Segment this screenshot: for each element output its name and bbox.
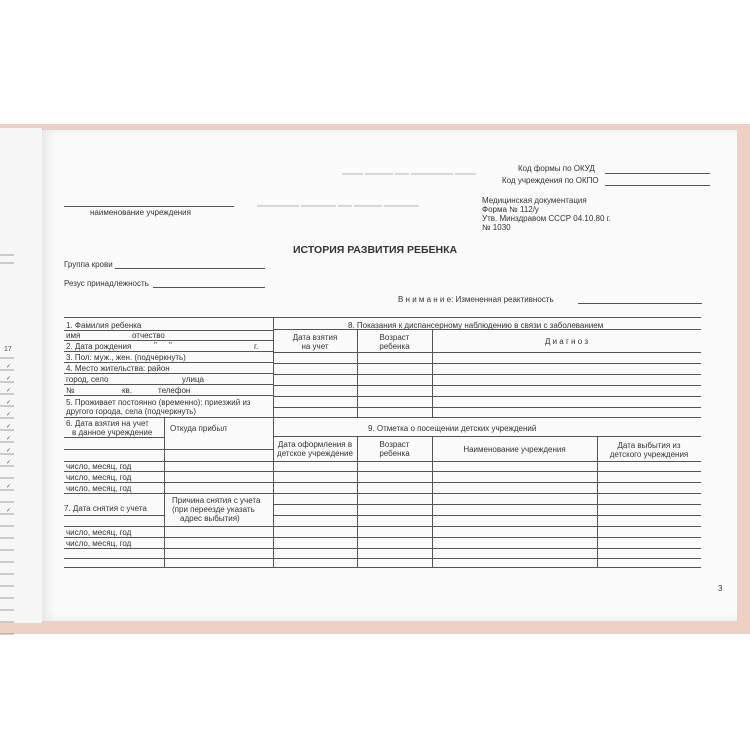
row-line (64, 437, 164, 438)
date-label: число, месяц, год (66, 528, 132, 537)
s9-leave-header-1: Дата выбытия из (617, 441, 681, 450)
s9-registration-header-2: детское учреждение (277, 449, 353, 458)
date-label: число, месяц, год (66, 473, 132, 482)
row-line (273, 461, 701, 462)
left-page (0, 128, 43, 623)
svg-text:✓: ✓ (6, 448, 12, 454)
row-line (273, 482, 701, 483)
row-line (64, 526, 273, 527)
date-label: число, месяц, год (66, 462, 132, 471)
reason-label-3: адрес выбытия) (180, 514, 240, 523)
s9-name-header: Наименование учреждения (463, 445, 566, 454)
row-line (273, 526, 701, 527)
s8-date-header-1: Дата взятия (292, 333, 338, 342)
doc-line-1: Медицинская документация (482, 196, 587, 205)
row-line (273, 548, 701, 549)
phone-label: телефон (158, 386, 191, 395)
came-from-label: Откуда прибыл (170, 424, 227, 433)
form-page (42, 130, 737, 621)
svg-text:✓: ✓ (6, 412, 12, 418)
row-line (64, 384, 273, 385)
s9-age-header-1: Возраст (379, 440, 410, 449)
s8-date-header-2: на учет (301, 342, 329, 351)
bleed-through-decoration: ▬▬▬ ▬▬▬▬ ▬▬ ▬▬▬▬▬▬ ▬▬▬ (342, 170, 476, 177)
city-label: город, село (66, 375, 109, 384)
reason-label-1: Причина снятия с учета (172, 496, 261, 505)
section-8-title: 8. Показания к диспансерному наблюдению в связи с заболеванием (348, 321, 604, 330)
residence-label: 4. Место жительства: район (66, 364, 170, 373)
registration-label-1: 6. Дата взятия на учет (66, 419, 149, 428)
svg-text:✓: ✓ (6, 376, 12, 382)
permanent-label-2: другого города, села (подчеркнуть) (66, 407, 197, 416)
bleed-through-decoration: ▬▬▬▬▬▬ ▬▬▬▬▬ ▬▬ ▬▬▬▬ ▬▬▬▬▬ (257, 202, 419, 209)
reason-label-2: (при переезде указать (172, 505, 255, 514)
row-line (273, 515, 701, 516)
surname-label: 1. Фамилия ребенка (66, 321, 142, 330)
table-bottom-border (64, 567, 701, 568)
date-label: число, месяц, год (66, 484, 132, 493)
okpo-label: Код учреждения по ОКПО (502, 176, 599, 185)
date-label: число, месяц, год (66, 539, 132, 548)
quote-close: " (169, 341, 172, 350)
deregistration-label: 7. Дата снятия с учета (64, 504, 147, 513)
svg-text:✓: ✓ (6, 424, 12, 430)
row-line (273, 385, 701, 386)
row-line (64, 395, 273, 396)
row-line (273, 436, 701, 437)
svg-text:✓: ✓ (6, 364, 12, 370)
street-label: улица (182, 375, 204, 384)
row-line (64, 449, 273, 450)
apartment-label: кв. (122, 386, 132, 395)
svg-text:✓: ✓ (6, 460, 12, 466)
row-line (273, 504, 701, 505)
attention-label: В н и м а н и е: Измененная реактивность (398, 295, 554, 304)
table-top-border (64, 317, 701, 318)
row-line (273, 396, 701, 397)
row-line (273, 374, 701, 375)
institution-label: наименование учреждения (90, 208, 191, 217)
year-label: г. (254, 342, 259, 351)
okpo-line (605, 185, 710, 186)
row-line (64, 362, 273, 363)
name-label: имя (66, 331, 81, 340)
row-line (64, 515, 164, 516)
sex-label: 3. Пол: муж., жен. (подчеркнуть) (66, 353, 186, 362)
row-line (64, 537, 273, 538)
section-9-title: 9. Отметка о посещении детских учреждений (368, 424, 537, 433)
doc-line-2: Форма № 112/у (482, 205, 539, 214)
s8-age-header-1: Возраст (379, 333, 410, 342)
row-line (273, 329, 701, 330)
permanent-label-1: 5. Проживает постоянно (временно): приезжий из (66, 398, 251, 407)
s8-diagnosis-header: Д и а г н о з (544, 337, 589, 346)
row-line (273, 471, 701, 472)
left-page-number: 17 (4, 346, 12, 353)
page-title: ИСТОРИЯ РАЗВИТИЯ РЕБЕНКА (293, 244, 458, 256)
institution-line (64, 206, 234, 207)
attention-field[interactable] (578, 303, 702, 304)
row-line (64, 351, 273, 352)
left-subcolumn-divider (164, 417, 165, 567)
left-page-grid (0, 190, 14, 700)
row-line (64, 493, 273, 494)
birth-date-label: 2. Дата рождения (66, 342, 132, 351)
svg-text:✓: ✓ (6, 484, 12, 490)
svg-text:✓: ✓ (6, 508, 12, 514)
rhesus-field[interactable] (153, 287, 265, 288)
row-line (273, 363, 701, 364)
patronymic-label: отчество (132, 331, 165, 340)
row-line (273, 558, 701, 559)
row-line (64, 330, 273, 331)
page-number: 3 (718, 584, 723, 593)
s9-leave-header-2: детского учреждения (609, 450, 689, 459)
row-line (273, 537, 701, 538)
s8-age-header-2: ребенка (379, 342, 410, 351)
rhesus-label: Резус принадлежность (64, 279, 149, 288)
quote-open: " (154, 341, 157, 350)
house-label: № (66, 386, 75, 395)
row-line (64, 558, 273, 559)
row-line (64, 548, 273, 549)
s9-age-header-2: ребенка (379, 449, 410, 458)
row-line (64, 471, 273, 472)
registration-label-2: в данное учреждение (72, 428, 153, 437)
row-line (64, 373, 273, 374)
row-line (273, 407, 701, 408)
okud-label: Код формы по ОКУД (518, 164, 595, 173)
row-line (273, 352, 701, 353)
blood-group-label: Группа крови (64, 260, 113, 269)
row-line (273, 493, 701, 494)
svg-text:✓: ✓ (6, 388, 12, 394)
s9-registration-header-1: Дата оформления в (277, 440, 353, 449)
row-line (64, 482, 273, 483)
okud-line (605, 173, 710, 174)
svg-text:✓: ✓ (6, 436, 12, 442)
svg-text:✓: ✓ (6, 400, 12, 406)
row-line (273, 417, 701, 418)
row-line (64, 417, 273, 418)
blood-group-field[interactable] (115, 268, 265, 269)
doc-line-3: Утв. Минздравом СССР 04.10.80 г. (482, 214, 611, 223)
doc-line-4: № 1030 (482, 223, 511, 232)
